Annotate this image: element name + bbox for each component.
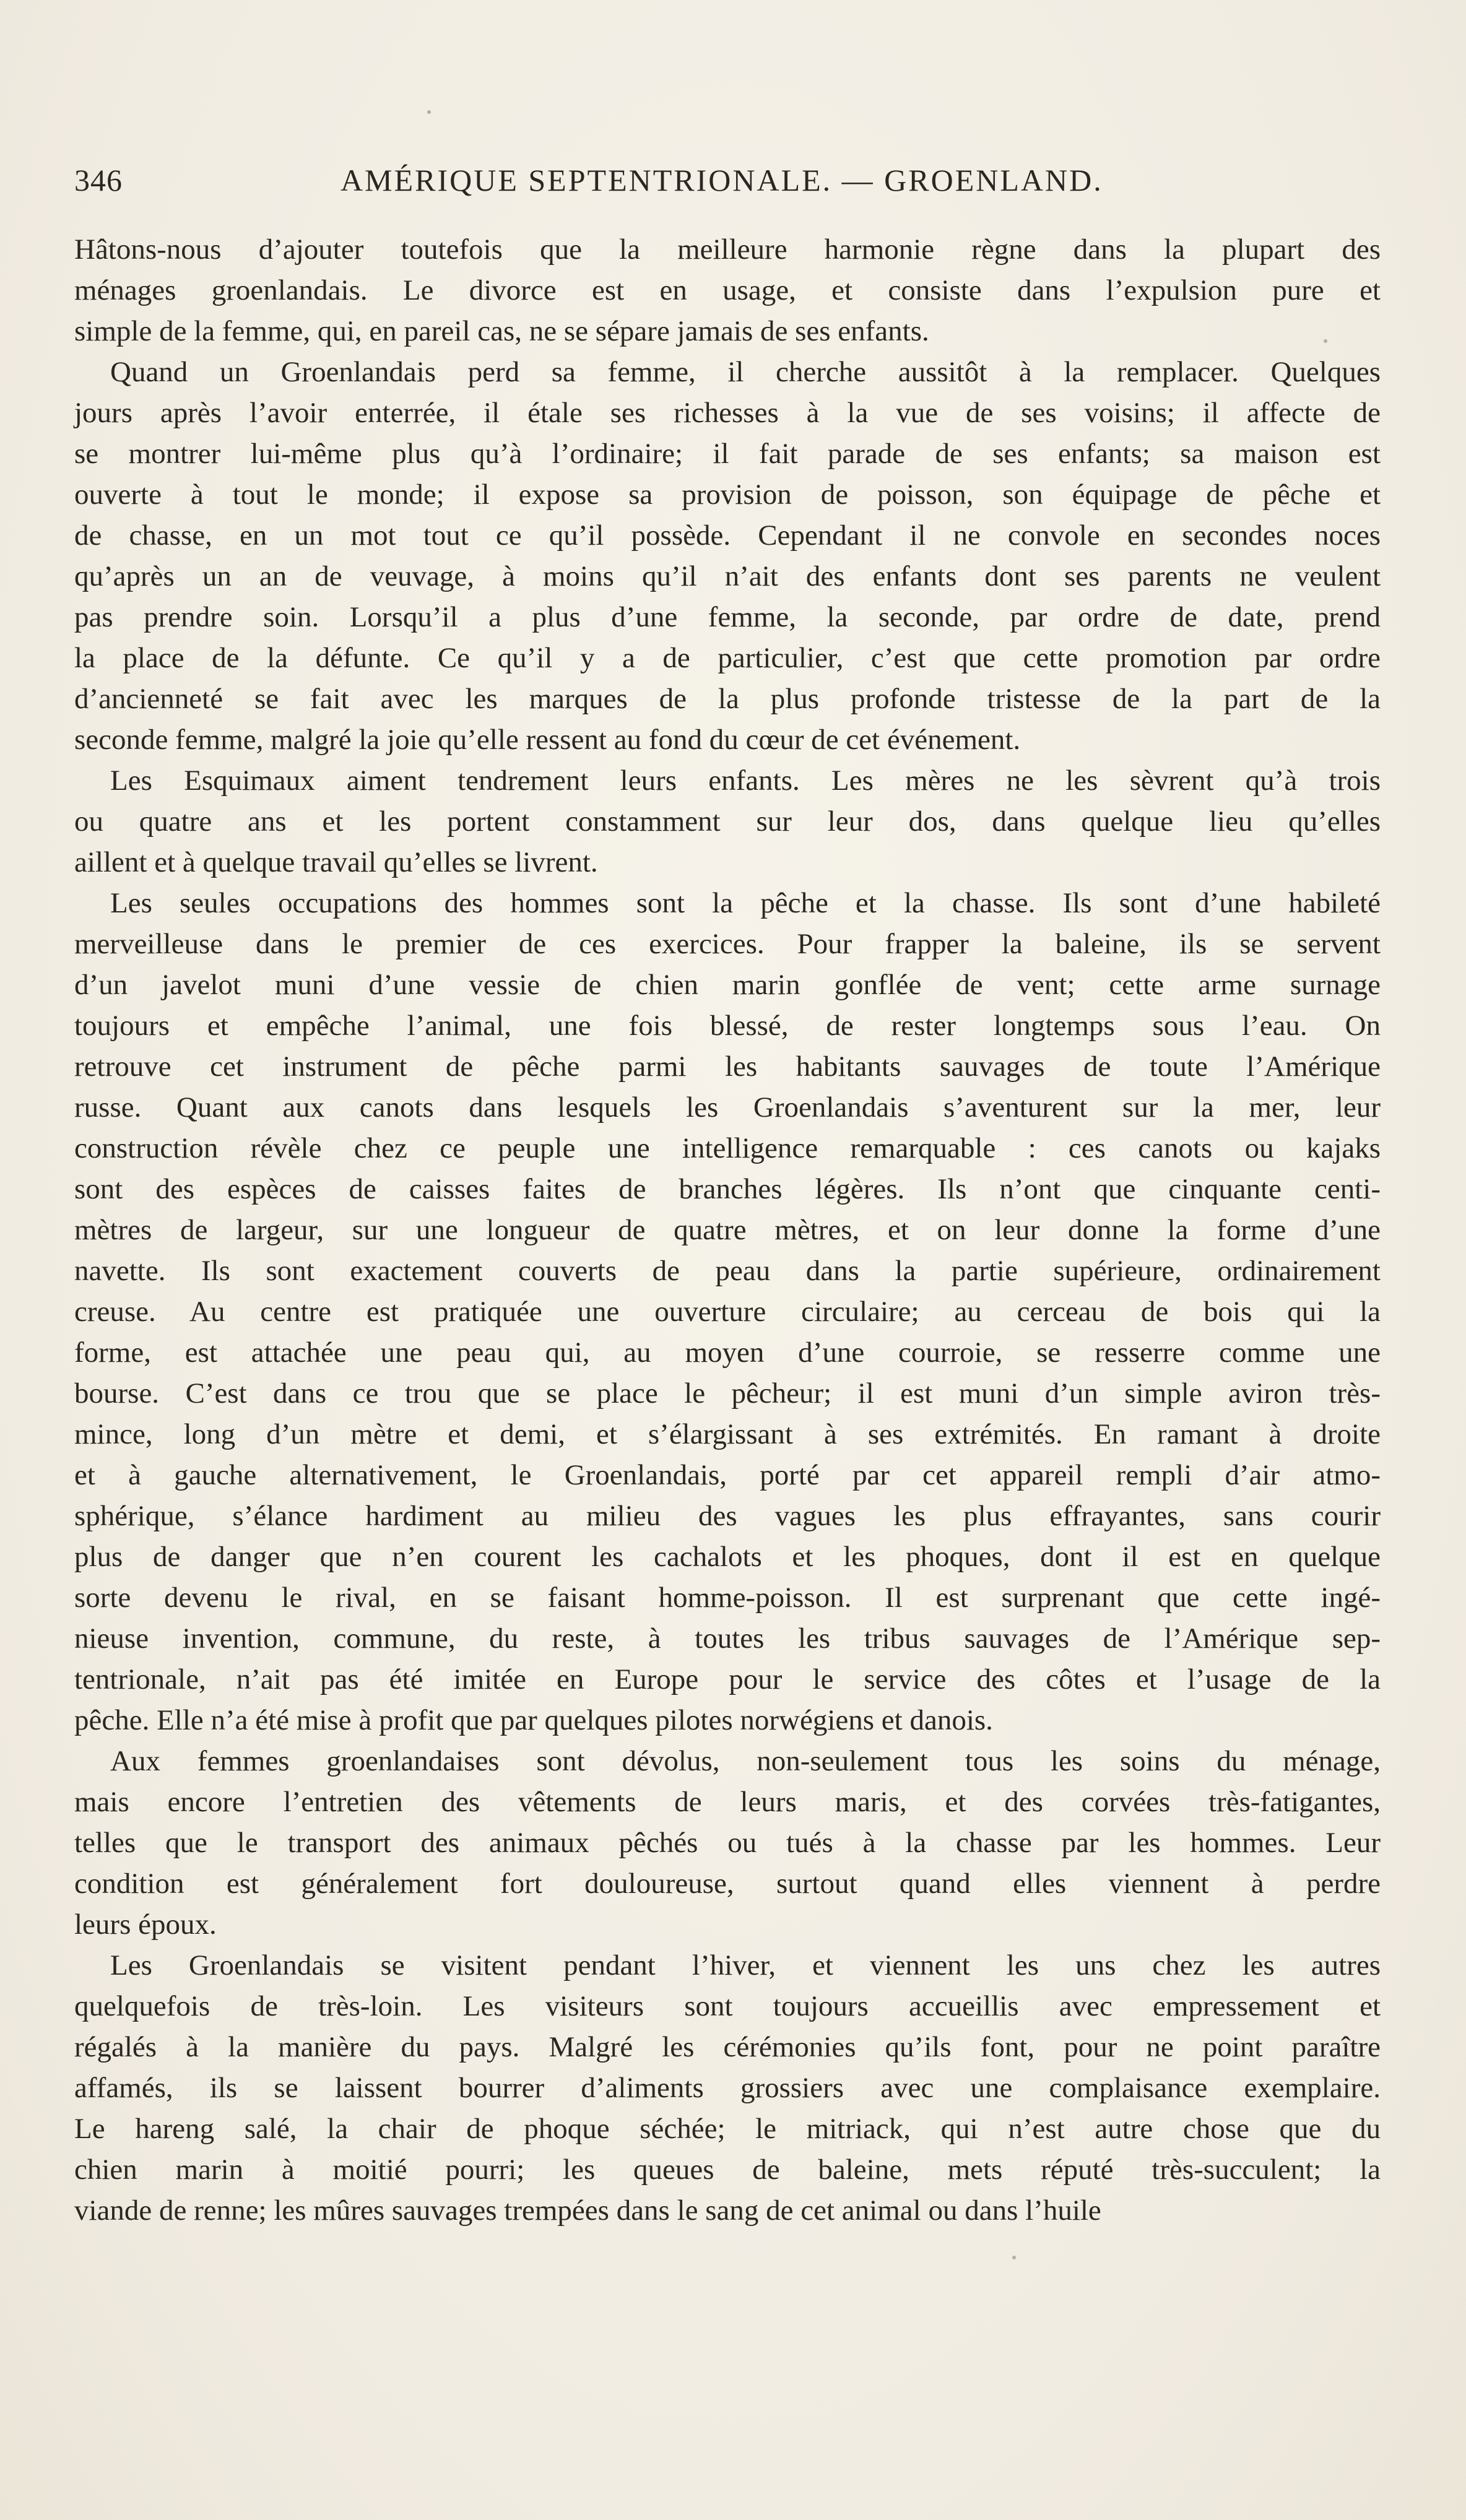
paragraph — [74, 883, 1381, 1741]
paper-speck — [427, 110, 431, 114]
text-line: Les Esquimaux aiment tendrement leurs enfants. Les mères ne les sèvrent qu’à trois — [110, 764, 1381, 797]
text-line: plus de danger que n’en courent les cachalots et les phoques, dont il est en quelque — [74, 1541, 1381, 1573]
text-line: telles que le transport des animaux pêchés ou tués à la chasse par les hommes. Leur — [74, 1827, 1381, 1859]
text-line: simple de la femme, qui, en pareil cas, ne se sépare jamais de ses enfants. — [74, 315, 929, 347]
paragraph — [74, 760, 1381, 883]
text-line: construction révèle chez ce peuple une intelligence remarquable : ces canots ou kajaks — [74, 1132, 1381, 1164]
text-line: viande de renne; les mûres sauvages trempées dans le sang de cet animal ou dans l’huile — [74, 2194, 1101, 2227]
paragraph — [74, 1741, 1381, 1945]
paper-speck — [1324, 339, 1327, 343]
text-line: affamés, ils se laissent bourrer d’aliments grossiers avec une complaisance exemplaire. — [74, 2072, 1381, 2104]
text-line: nieuse invention, commune, du reste, à toutes les tribus sauvages de l’Amérique sep- — [74, 1622, 1381, 1655]
text-line: qu’après un an de veuvage, à moins qu’il n’ait des enfants dont ses parents ne veulent — [74, 560, 1381, 592]
paper-speck — [1012, 2256, 1016, 2259]
text-line: quelquefois de très-loin. Les visiteurs sont toujours accueillis avec empressement et — [74, 1990, 1381, 2022]
text-line: ou quatre ans et les portent constamment sur leur dos, dans quelque lieu qu’elles — [74, 805, 1381, 838]
page-number: 346 — [74, 163, 123, 197]
text-line: la place de la défunte. Ce qu’il y a de particulier, c’est que cette promotion par ordre — [74, 642, 1381, 674]
text-line: tentrionale, n’ait pas été imitée en Europe pour le service des côtes et l’usage de la — [74, 1663, 1381, 1695]
text-line: aillent et à quelque travail qu’elles se livrent. — [74, 846, 598, 878]
text-line: bourse. C’est dans ce trou que se place le pêcheur; il est muni d’un simple aviron très- — [74, 1377, 1381, 1409]
text-line: retrouve cet instrument de pêche parmi les habitants sauvages de toute l’Amérique — [74, 1050, 1381, 1083]
page-header — [74, 162, 1119, 206]
paragraph — [74, 352, 1381, 760]
paragraph — [74, 229, 1381, 352]
text-line: pas prendre soin. Lorsqu’il a plus d’une femme, la seconde, par ordre de date, prend — [74, 601, 1381, 633]
text-line: se montrer lui-même plus qu’à l’ordinaire; il fait parade de ses enfants; sa maison est — [74, 438, 1381, 470]
text-line: jours après l’avoir enterrée, il étale ses richesses à la vue de ses voisins; il affecte de — [74, 397, 1381, 429]
text-line: mais encore l’entretien des vêtements de leurs maris, et des corvées très-fatigantes, — [74, 1786, 1381, 1818]
text-line: condition est généralement fort douloureuse, surtout quand elles viennent à perdre — [74, 1868, 1381, 1900]
text-line: leurs époux. — [74, 1908, 217, 1941]
text-line: sorte devenu le rival, en se faisant homme-poisson. Il est surprenant que cette ingé- — [74, 1582, 1381, 1614]
text-line: toujours et empêche l’animal, une fois blessé, de rester longtemps sous l’eau. On — [74, 1010, 1381, 1042]
text-line: pêche. Elle n’a été mise à profit que par quelques pilotes norwégiens et danois. — [74, 1704, 993, 1736]
text-line: seconde femme, malgré la joie qu’elle ressent au fond du cœur de cet événement. — [74, 724, 1021, 756]
text-line: ouverte à tout le monde; il expose sa provision de poisson, son équipage de pêche et — [74, 478, 1381, 511]
text-line: d’un javelot muni d’une vessie de chien marin gonflée de vent; cette arme surnage — [74, 969, 1381, 1001]
text-line: navette. Ils sont exactement couverts de peau dans la partie supérieure, ordinairement — [74, 1255, 1381, 1287]
text-line: Quand un Groenlandais perd sa femme, il cherche aussitôt à la remplacer. Quelques — [110, 356, 1381, 388]
text-line: Aux femmes groenlandaises sont dévolus, non-seulement tous les soins du ménage, — [110, 1745, 1381, 1777]
text-line: et à gauche alternativement, le Groenlandais, porté par cet appareil rempli d’air atmo- — [74, 1459, 1381, 1491]
text-line: sphérique, s’élance hardiment au milieu des vagues les plus effrayantes, sans courir — [74, 1500, 1381, 1532]
text-line: sont des espèces de caisses faites de branches légères. Ils n’ont que cinquante centi- — [74, 1173, 1381, 1205]
running-title: AMÉRIQUE SEPTENTRIONALE. — GROENLAND. — [340, 163, 1103, 197]
paragraph — [74, 1945, 1381, 2231]
text-line: creuse. Au centre est pratiquée une ouverture circulaire; au cerceau de bois qui la — [74, 1296, 1381, 1328]
body-text — [74, 229, 1381, 2231]
text-line: forme, est attachée une peau qui, au moyen d’une courroie, se resserre comme une — [74, 1336, 1381, 1369]
text-line: chien marin à moitié pourri; les queues de baleine, mets réputé très-succulent; la — [74, 2154, 1381, 2186]
text-line: russe. Quant aux canots dans lesquels les Groenlandais s’aventurent sur la mer, leur — [74, 1091, 1381, 1124]
text-line: d’ancienneté se fait avec les marques de la plus profonde tristesse de la part de la — [74, 683, 1381, 715]
text-line: régalés à la manière du pays. Malgré les cérémonies qu’ils font, pour ne point paraître — [74, 2031, 1381, 2063]
text-line: ménages groenlandais. Le divorce est en usage, et consiste dans l’expulsion pure et — [74, 274, 1381, 306]
text-line: mètres de largeur, sur une longueur de quatre mètres, et on leur donne la forme d’une — [74, 1214, 1381, 1246]
text-line: de chasse, en un mot tout ce qu’il possède. Cependant il ne convole en secondes noces — [74, 519, 1381, 552]
text-line: Les seules occupations des hommes sont la pêche et la chasse. Ils sont d’une habileté — [110, 887, 1381, 919]
text-line: Hâtons-nous d’ajouter toutefois que la meilleure harmonie règne dans la plupart des — [74, 233, 1381, 266]
text-line: Les Groenlandais se visitent pendant l’hiver, et viennent les uns chez les autres — [110, 1949, 1381, 1981]
text-line: merveilleuse dans le premier de ces exercices. Pour frapper la baleine, ils se servent — [74, 928, 1381, 960]
text-line: mince, long d’un mètre et demi, et s’élargissant à ses extrémités. En ramant à droite — [74, 1418, 1381, 1450]
text-line: Le hareng salé, la chair de phoque séchée; le mitriack, qui n’est autre chose que du — [74, 2113, 1381, 2145]
